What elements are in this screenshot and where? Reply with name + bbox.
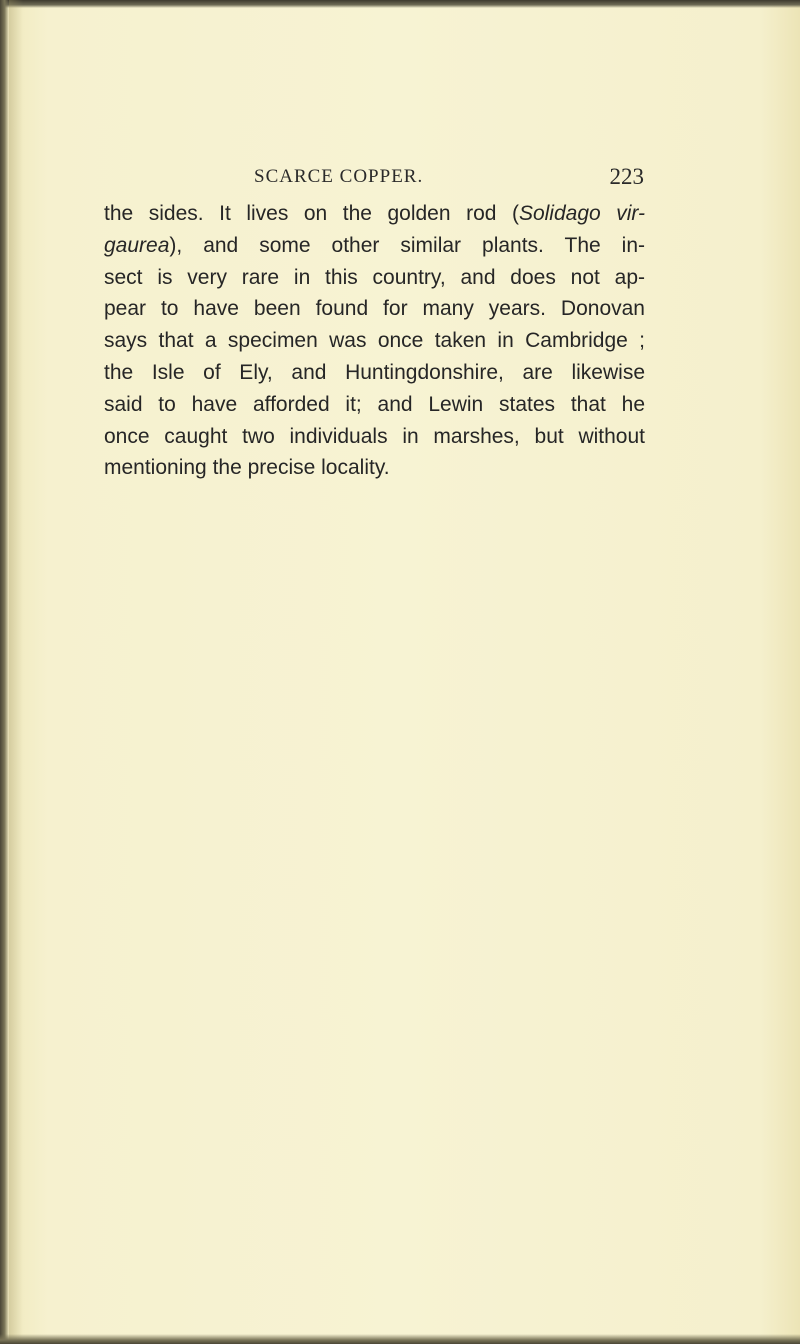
text-line-last (104, 452, 645, 484)
text-line (104, 198, 645, 230)
text-line (104, 389, 645, 421)
page-top-edge (0, 0, 800, 8)
taxon-name: Solidago vir- (518, 202, 645, 225)
text-run: ), and some other similar plants. The in- (169, 233, 645, 257)
page-spine-shadow (9, 0, 23, 1344)
running-head: SCARCE COPPER. (254, 166, 424, 187)
page-number: 223 (609, 164, 644, 189)
text-run: sect is very rare in this country, and does not ap- (104, 265, 645, 289)
text-run: said to have afforded it; and Lewin states that he (104, 392, 645, 416)
text-run: the Isle of Ely, and Huntingdonshire, are likewise (104, 360, 645, 384)
text-line (104, 357, 645, 389)
text-line (104, 230, 645, 262)
text-run: pear to have been found for many years. Donovan (104, 297, 645, 321)
text-run: the sides. It lives on the golden rod ( (104, 202, 519, 225)
taxon-name: gaurea (104, 233, 170, 257)
text-run: says that a specimen was once taken in Cambridge ; (104, 329, 645, 353)
page-header (254, 164, 644, 194)
page-spine-edge (0, 0, 9, 1344)
text-line (104, 421, 645, 453)
text-line (104, 325, 645, 357)
text-line (104, 293, 645, 325)
body-paragraph (104, 198, 645, 484)
text-run: once caught two individuals in marshes, but without (104, 424, 645, 448)
page-bottom-edge (0, 1334, 800, 1344)
text-line (104, 262, 645, 294)
text-run: mentioning the precise locality. (104, 456, 390, 480)
